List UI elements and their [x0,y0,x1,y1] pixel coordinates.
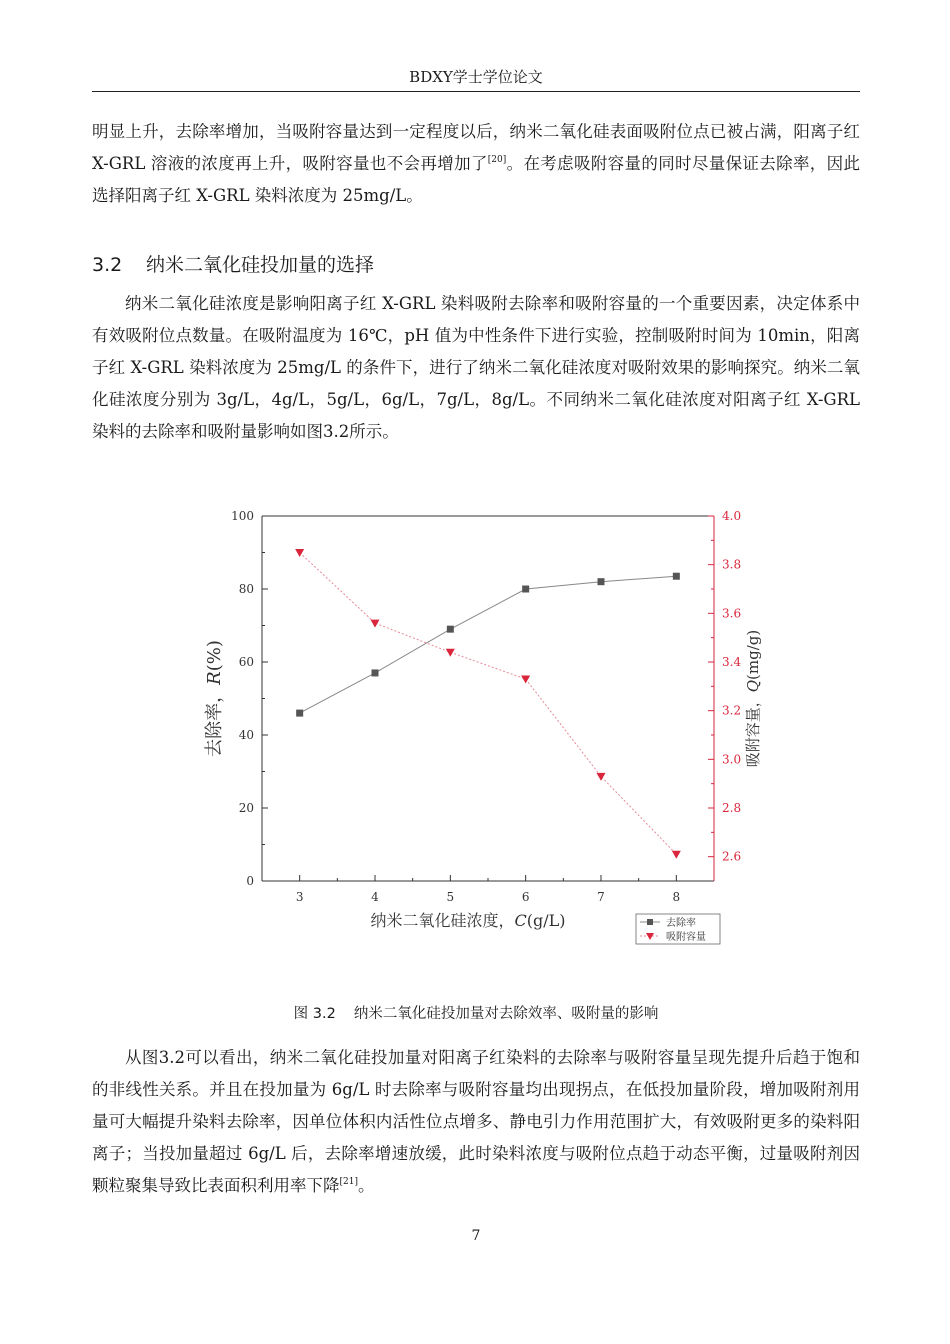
removal-rate-point [447,626,454,633]
figure-caption [92,1002,860,1023]
left-axis-label: 去除率，R(%) [204,640,225,757]
removal-rate-line [300,576,677,713]
paragraph-3 [92,1042,860,1202]
paragraph-1-text-a: 明显上升，去除率增加，当吸附容量达到一定程度以后，纳米二氧化硅表面吸附位点已被占满，阳离子红 X-GRL 溶液的浓度再上升，吸附容量也不会再增加了 [92,122,860,173]
left-tick-label: 80 [238,582,254,596]
section-heading [92,250,860,277]
removal-rate-point [598,578,605,585]
adsorption-capacity-point [672,851,681,859]
adsorption-capacity-point [597,773,606,781]
figure-caption-text: 纳米二氧化硅投加量对去除效率、吸附量的影响 [353,1006,659,1022]
header-rule [92,91,860,92]
adsorption-capacity-line [300,553,677,855]
right-axis-label: 吸附容量，Q(mg/g) [744,629,762,768]
right-tick-label: 4.0 [722,509,742,523]
section-title: 纳米二氧化硅投加量的选择 [146,254,375,276]
left-tick-label: 100 [231,509,254,523]
dual-axis-line-chart [190,496,770,956]
right-tick-label: 3.6 [722,606,742,621]
legend-capacity-label: 吸附容量 [666,932,706,943]
x-tick-label: 6 [521,890,530,904]
x-tick-label: 3 [295,890,304,904]
right-tick-label: 2.8 [722,801,742,815]
left-tick-label: 20 [238,801,254,815]
left-tick-label: 0 [246,874,254,888]
figure-3-2 [190,496,770,956]
citation-21[interactable]: [21] [339,1177,358,1187]
legend-removal-label: 去除率 [666,918,696,929]
x-tick-label: 7 [597,890,605,904]
adsorption-capacity-point [446,649,455,657]
adsorption-capacity-point [371,620,380,628]
x-tick-label: 4 [371,890,379,904]
right-tick-label: 3.8 [722,557,742,572]
paragraph-2: 纳米二氧化硅浓度是影响阳离子红 X-GRL 染料吸附去除率和吸附容量的一个重要因素，决定体系中有效吸附位点数量。在吸附温度为 16℃，pH 值为中性条件下进行实验，控制吸附时间为 10min，阳离子红 X-GRL 染料浓度为 25mg/L 的条件下，进行了纳米二氧化硅浓度对吸附效果的影响探究。纳米二氧化硅浓度分别为 3g/L，4g/L，5g/L，6g/L，7g/L，8g/L。不同纳米二氧化硅浓度对阳离子红 X-GRL 染料的去除率和吸附量影响如图3.2所示。 [92,294,860,441]
right-tick-label: 3.4 [722,655,742,669]
page-header: BDXY学士学位论文 [409,68,543,86]
removal-rate-point [296,710,303,717]
paragraph-3-text-b: 。 [357,1176,375,1195]
left-tick-label: 40 [238,728,254,742]
x-tick-label: 5 [446,890,455,904]
right-tick-label: 3.0 [722,752,742,767]
x-tick-label: 8 [672,890,681,904]
section-number: 3.2 [92,254,123,276]
right-tick-label: 3.2 [722,703,742,718]
page-number: 7 [471,1228,481,1244]
removal-rate-point [673,573,680,580]
paragraph-3-text-a: 从图3.2可以看出，纳米二氧化硅投加量对阳离子红染料的去除率与吸附容量呈现先提升后趋于饱和的非线性关系。并且在投加量为 6g/L 时去除率与吸附容量均出现拐点，在低投加量阶段，增加吸附剂用量可大幅提升染料去除率，因单位体积内活性位点增多、静电引力作用范围扩大，有效吸附更多的染料阳离子；当投加量超过 6g/L 后，去除率增速放缓，此时染料浓度与吸附位点趋于动态平衡，过量吸附剂因颗粒聚集导致比表面积利用率下降 [92,1048,860,1195]
removal-rate-point [372,669,379,676]
left-tick-label: 60 [238,655,254,669]
legend-removal-marker [647,919,653,925]
paragraph-1 [92,116,860,212]
x-axis-label: 纳米二氧化硅浓度，C(g/L) [370,911,566,930]
removal-rate-point [522,586,529,593]
paragraph-1-text-b: 。在考虑吸附容量的同时尽量保证去除率，因此选择阳离子红 X-GRL 染料浓度为 25mg/L。 [92,154,861,205]
figure-caption-number: 图 3.2 [293,1006,336,1022]
right-tick-label: 2.6 [722,849,742,864]
citation-20[interactable]: [20] [487,155,507,165]
